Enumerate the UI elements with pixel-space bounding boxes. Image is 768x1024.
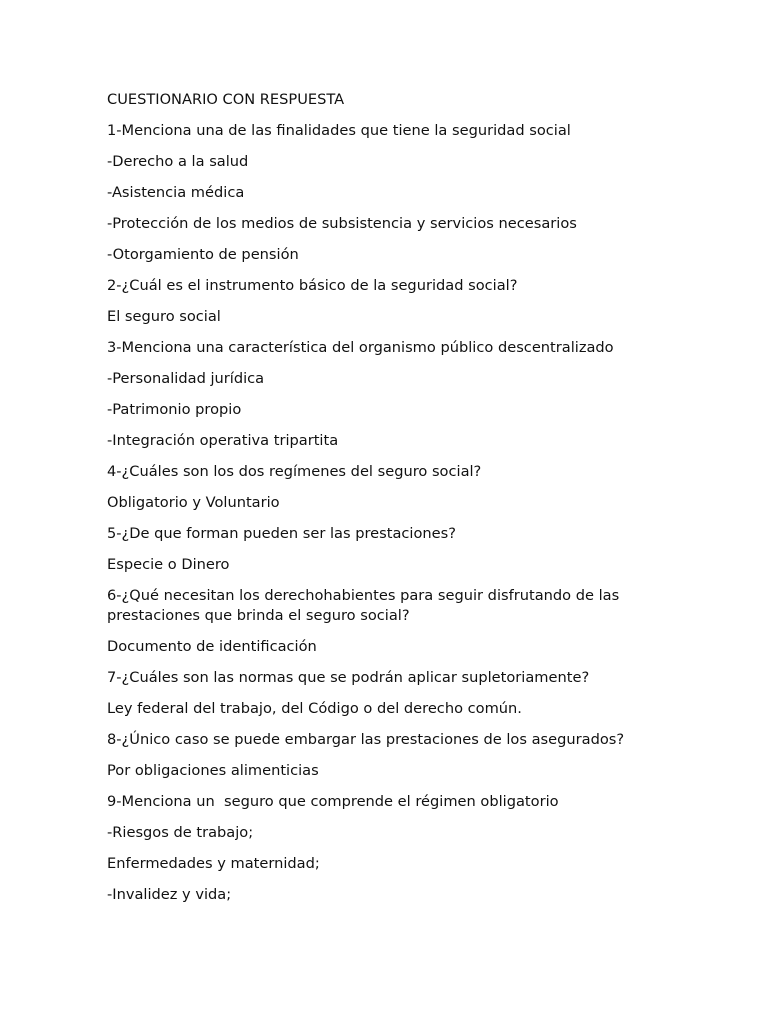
text-line: 7-¿Cuáles son las normas que se podrán aplicar supletoriamente? xyxy=(107,669,590,686)
text-line: 2-¿Cuál es el instrumento básico de la seguridad social? xyxy=(107,277,518,294)
text-line: -Derecho a la salud xyxy=(107,153,249,170)
text-line: 3-Menciona una característica del organismo público descentralizado xyxy=(107,339,614,356)
text-line: El seguro social xyxy=(107,308,221,325)
text-line: -Protección de los medios de subsistencia y servicios necesarios xyxy=(107,215,577,232)
text-line: -Asistencia médica xyxy=(107,184,245,201)
text-line: Obligatorio y Voluntario xyxy=(107,494,280,511)
text-line: 4-¿Cuáles son los dos regímenes del seguro social? xyxy=(107,463,482,480)
text-line: Ley federal del trabajo, del Código o del derecho común. xyxy=(107,700,522,717)
text-line: -Personalidad jurídica xyxy=(107,370,265,387)
text-line: -Integración operativa tripartita xyxy=(107,432,339,449)
text-line: 8-¿Único caso se puede embargar las prestaciones de los asegurados? xyxy=(107,731,625,748)
text-line: 9-Menciona un seguro que comprende el régimen obligatorio xyxy=(107,793,559,810)
text-line: Especie o Dinero xyxy=(107,556,230,573)
text-line: 6-¿Qué necesitan los derechohabientes para seguir disfrutando de las prestaciones que brinda el seguro social? xyxy=(107,587,624,624)
document-title: CUESTIONARIO CON RESPUESTA xyxy=(107,91,345,108)
text-line: -Otorgamiento de pensión xyxy=(107,246,299,263)
text-line: -Patrimonio propio xyxy=(107,401,242,418)
text-line: Por obligaciones alimenticias xyxy=(107,762,319,779)
text-line: 1-Menciona una de las finalidades que tiene la seguridad social xyxy=(107,122,571,139)
text-line: Enfermedades y maternidad; xyxy=(107,855,320,872)
text-line: 5-¿De que forman pueden ser las prestaciones? xyxy=(107,525,456,542)
text-line: -Invalidez y vida; xyxy=(107,886,232,903)
document-body xyxy=(107,90,667,916)
text-line: Documento de identificación xyxy=(107,638,317,655)
text-line: -Riesgos de trabajo; xyxy=(107,824,254,841)
